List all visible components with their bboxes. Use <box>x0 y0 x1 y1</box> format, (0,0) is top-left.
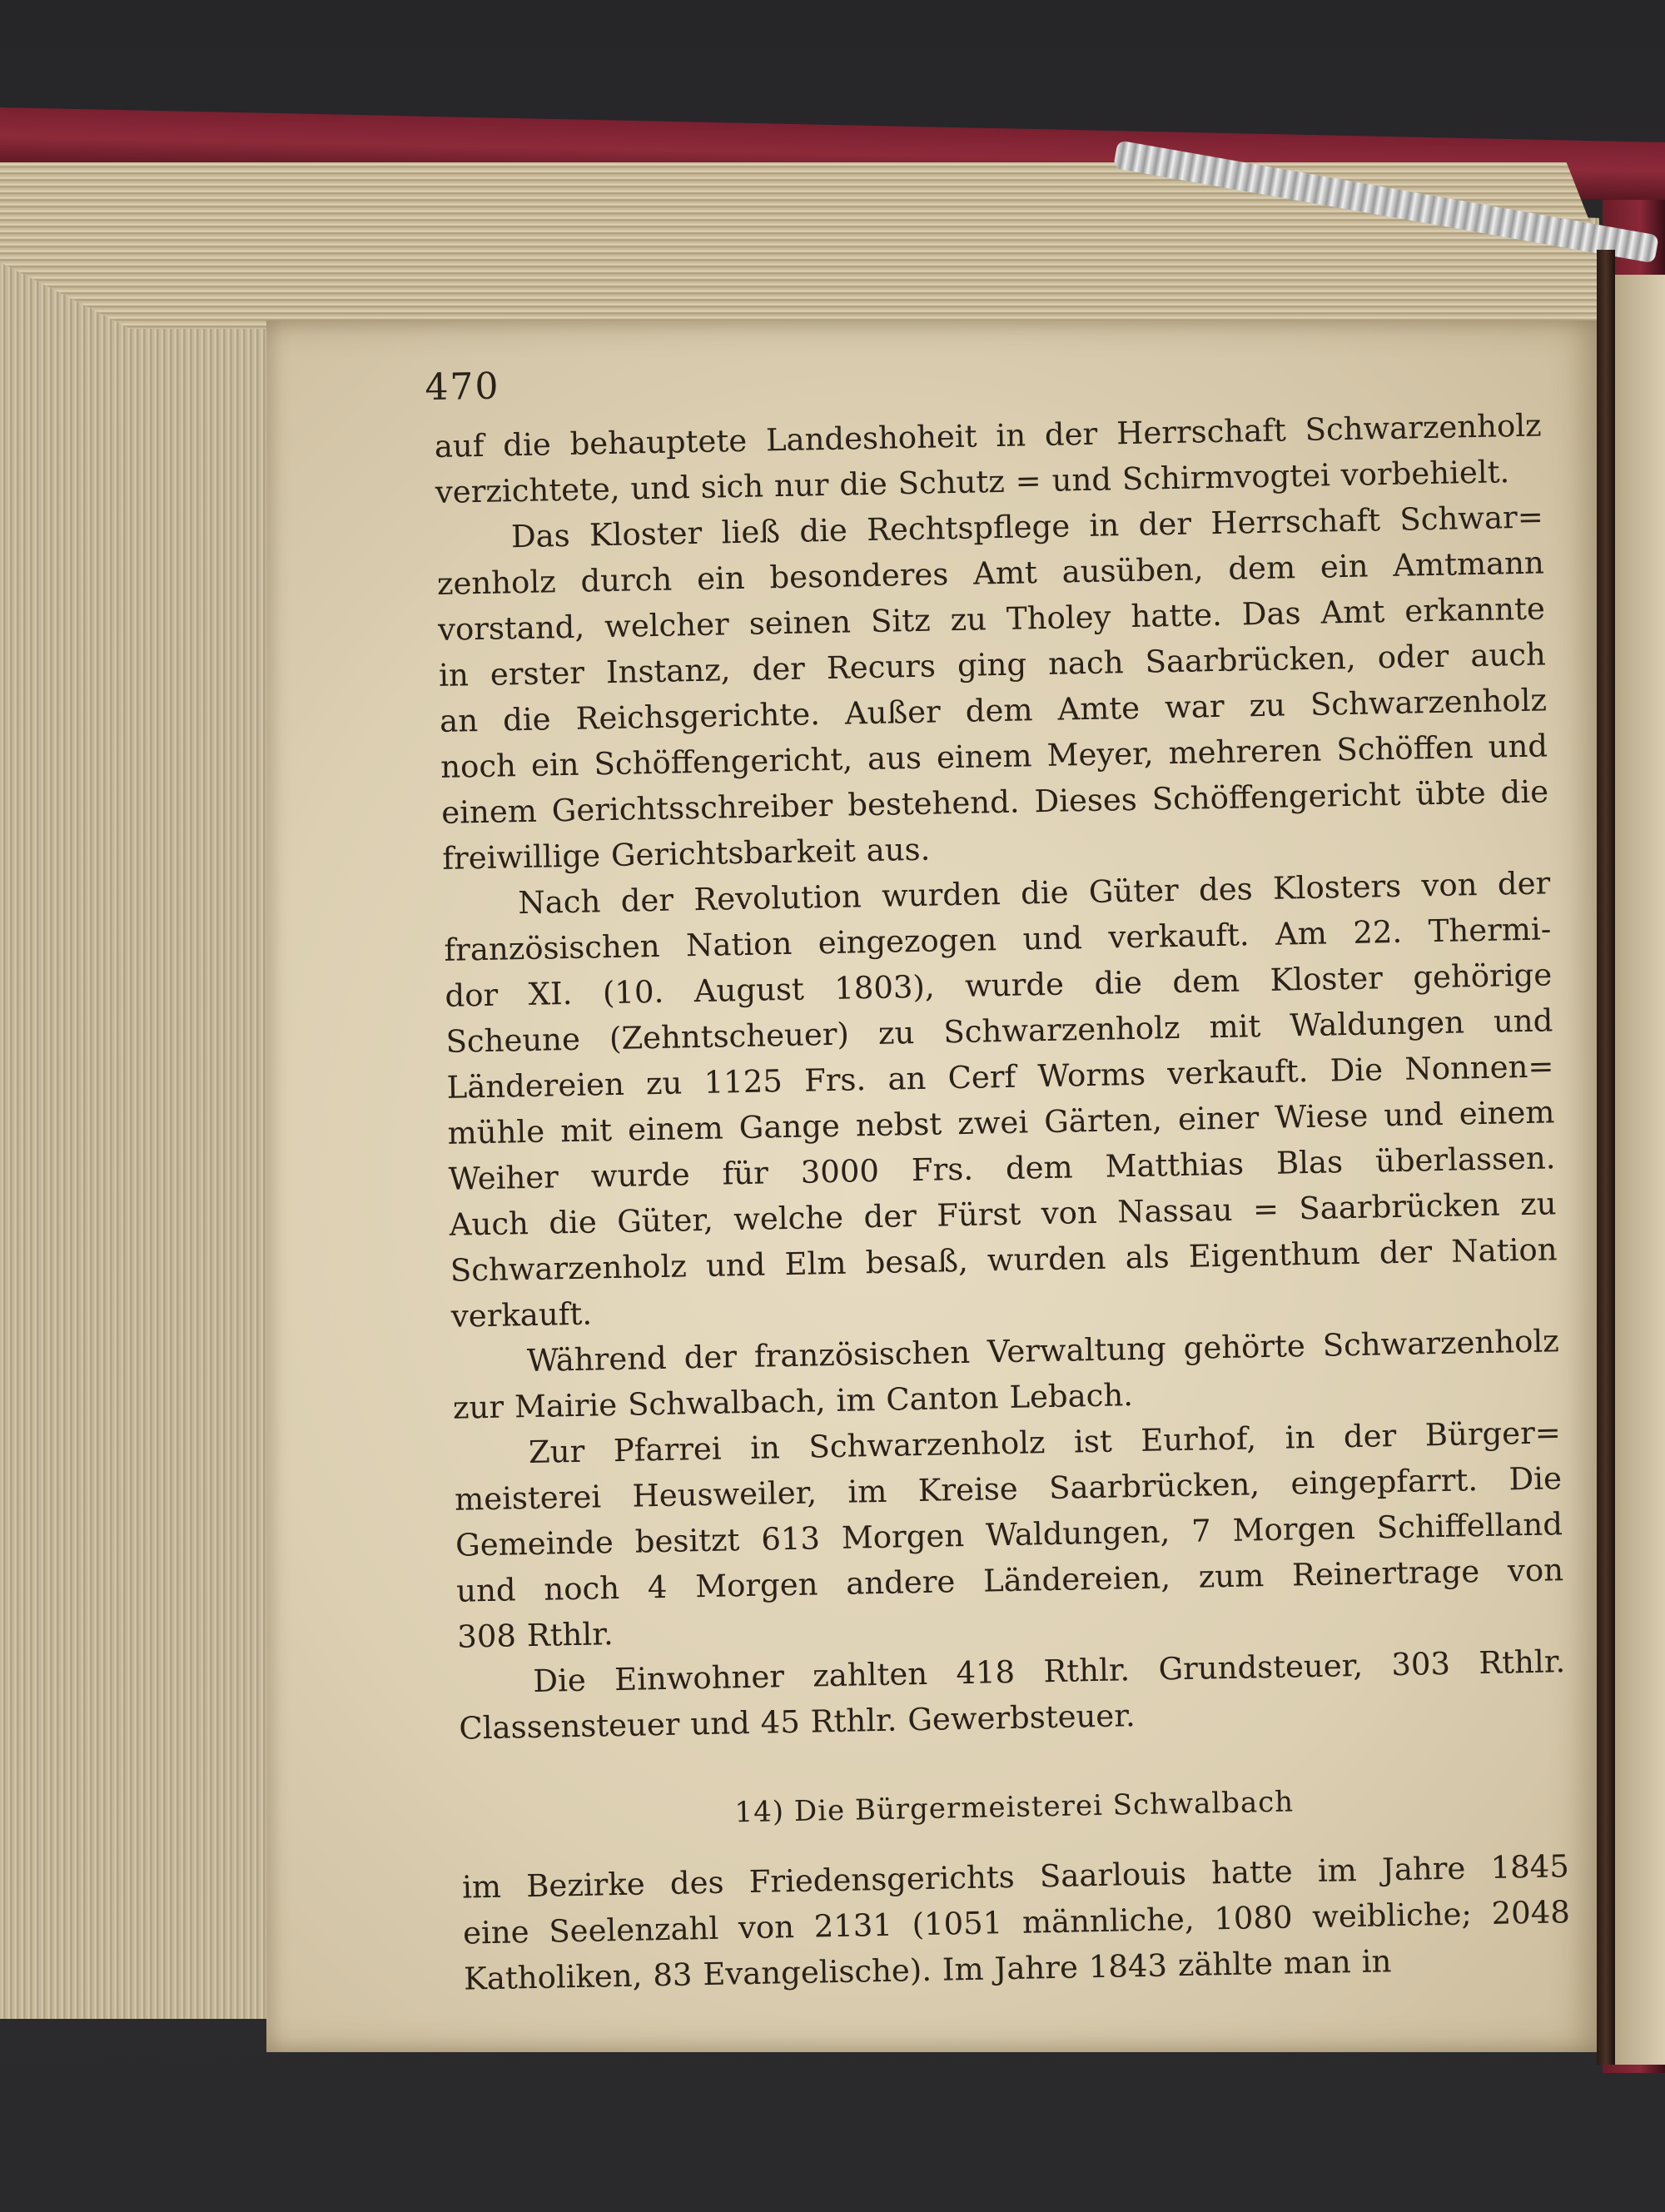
text-line: an die Reichsgerichte. Außer dem Amte war zu Schwarzenholz <box>439 682 1548 739</box>
text-line: eine Seelenzahl von 2131 (1051 männliche, 1080 weibliche; 2048 <box>462 1894 1571 1951</box>
text-line: meisterei Heusweiler, im Kreise Saarbrücken, eingepfarrt. Die <box>454 1460 1563 1518</box>
text-line: Scheune (Zehntscheuer) zu Schwarzenholz mit Waldungen und <box>445 1002 1553 1060</box>
paragraph <box>462 1843 1580 2002</box>
text-line: noch ein Schöffengericht, aus einem Meyer, mehreren Schöffen und <box>440 728 1548 785</box>
text-line: auf die behauptete Landeshoheit in der Herrschaft Schwarzenholz <box>434 407 1542 465</box>
text-line: französischen Nation eingezogen und verkauft. Am 22. Thermi- <box>444 911 1552 968</box>
text-line: freiwillige Gerichtsbarkeit aus. <box>441 831 931 877</box>
text-line: vorstand, welcher seinen Sitz zu Tholey hatte. Das Amt erkannte <box>437 590 1546 648</box>
text-line: zur Mairie Schwalbach, im Canton Lebach. <box>452 1377 1134 1426</box>
paragraph <box>443 860 1567 1340</box>
section-text <box>462 1843 1580 2002</box>
text-line: Gemeinde besitzt 613 Morgen Waldungen, 7 Morgen Schiffelland <box>455 1506 1563 1563</box>
page-number: 470 <box>425 365 500 410</box>
paragraph <box>435 494 1558 882</box>
text-line: dor XI. (10. August 1803), wurde die dem Kloster gehörige <box>445 957 1553 1014</box>
page-text <box>425 345 1579 2001</box>
text-line: Weiher wurde für 3000 Frs. dem Matthias Blas überlassen. <box>448 1140 1556 1197</box>
text-line: Nach der Revolution wurden die Güter des Klosters von der <box>517 865 1551 922</box>
text-line: zenholz durch ein besonderes Amt ausüben, dem ein Amtmann <box>436 544 1545 602</box>
text-line: Schwarzenholz und Elm besaß, wurden als Eigenthum der Nation <box>450 1231 1558 1289</box>
book-binding <box>1597 250 1615 2065</box>
text-line: Katholiken, 83 Evangelische). Im Jahre 1843 zählte man in <box>463 1943 1392 1997</box>
text-line: Zur Pfarrei in Schwarzenholz ist Eurhof, in der Bürger= <box>528 1414 1562 1471</box>
text-line: und noch 4 Morgen andere Ländereien, zum Reinertrage von <box>455 1552 1564 1609</box>
facing-page <box>1611 275 1665 2065</box>
paragraph <box>454 1409 1573 1660</box>
text-line: Die Einwohner zahlten 418 Rthlr. Grundsteuer, 303 Rthlr. <box>532 1643 1566 1699</box>
body-text <box>434 402 1574 1751</box>
text-line: einem Gerichtsschreiber bestehend. Dieses Schöffengericht übte die <box>440 773 1549 831</box>
section-heading: 14) Die Bürgermeisterei Schwalbach <box>734 1785 1295 1830</box>
text-line: 308 Rthlr. <box>456 1616 614 1655</box>
text-line: in erster Instanz, der Recurs ging nach Saarbrücken, oder auch <box>438 636 1547 693</box>
text-line: Ländereien zu 1125 Frs. an Cerf Worms verkauft. Die Nonnen= <box>446 1048 1554 1106</box>
text-line: Während der französischen Verwaltung gehörte Schwarzenholz <box>526 1323 1560 1379</box>
text-line: Das Kloster ließ die Rechtspflege in der Herrschaft Schwar= <box>510 499 1544 555</box>
text-line: verzichtete, und sich nur die Schutz = und Schirmvogtei vorbehielt. <box>435 454 1510 510</box>
text-line: mühle mit einem Gange nebst zwei Gärten, einer Wiese und einem <box>447 1094 1555 1151</box>
text-line: Classensteuer und 45 Rthlr. Gewerbsteuer. <box>459 1698 1136 1747</box>
text-line: verkauft. <box>450 1295 593 1335</box>
text-line: Auch die Güter, welche der Fürst von Nassau = Saarbrücken zu <box>449 1186 1557 1243</box>
text-line: im Bezirke des Friedensgerichts Saarlouis hatte im Jahre 1845 <box>461 1848 1570 1906</box>
